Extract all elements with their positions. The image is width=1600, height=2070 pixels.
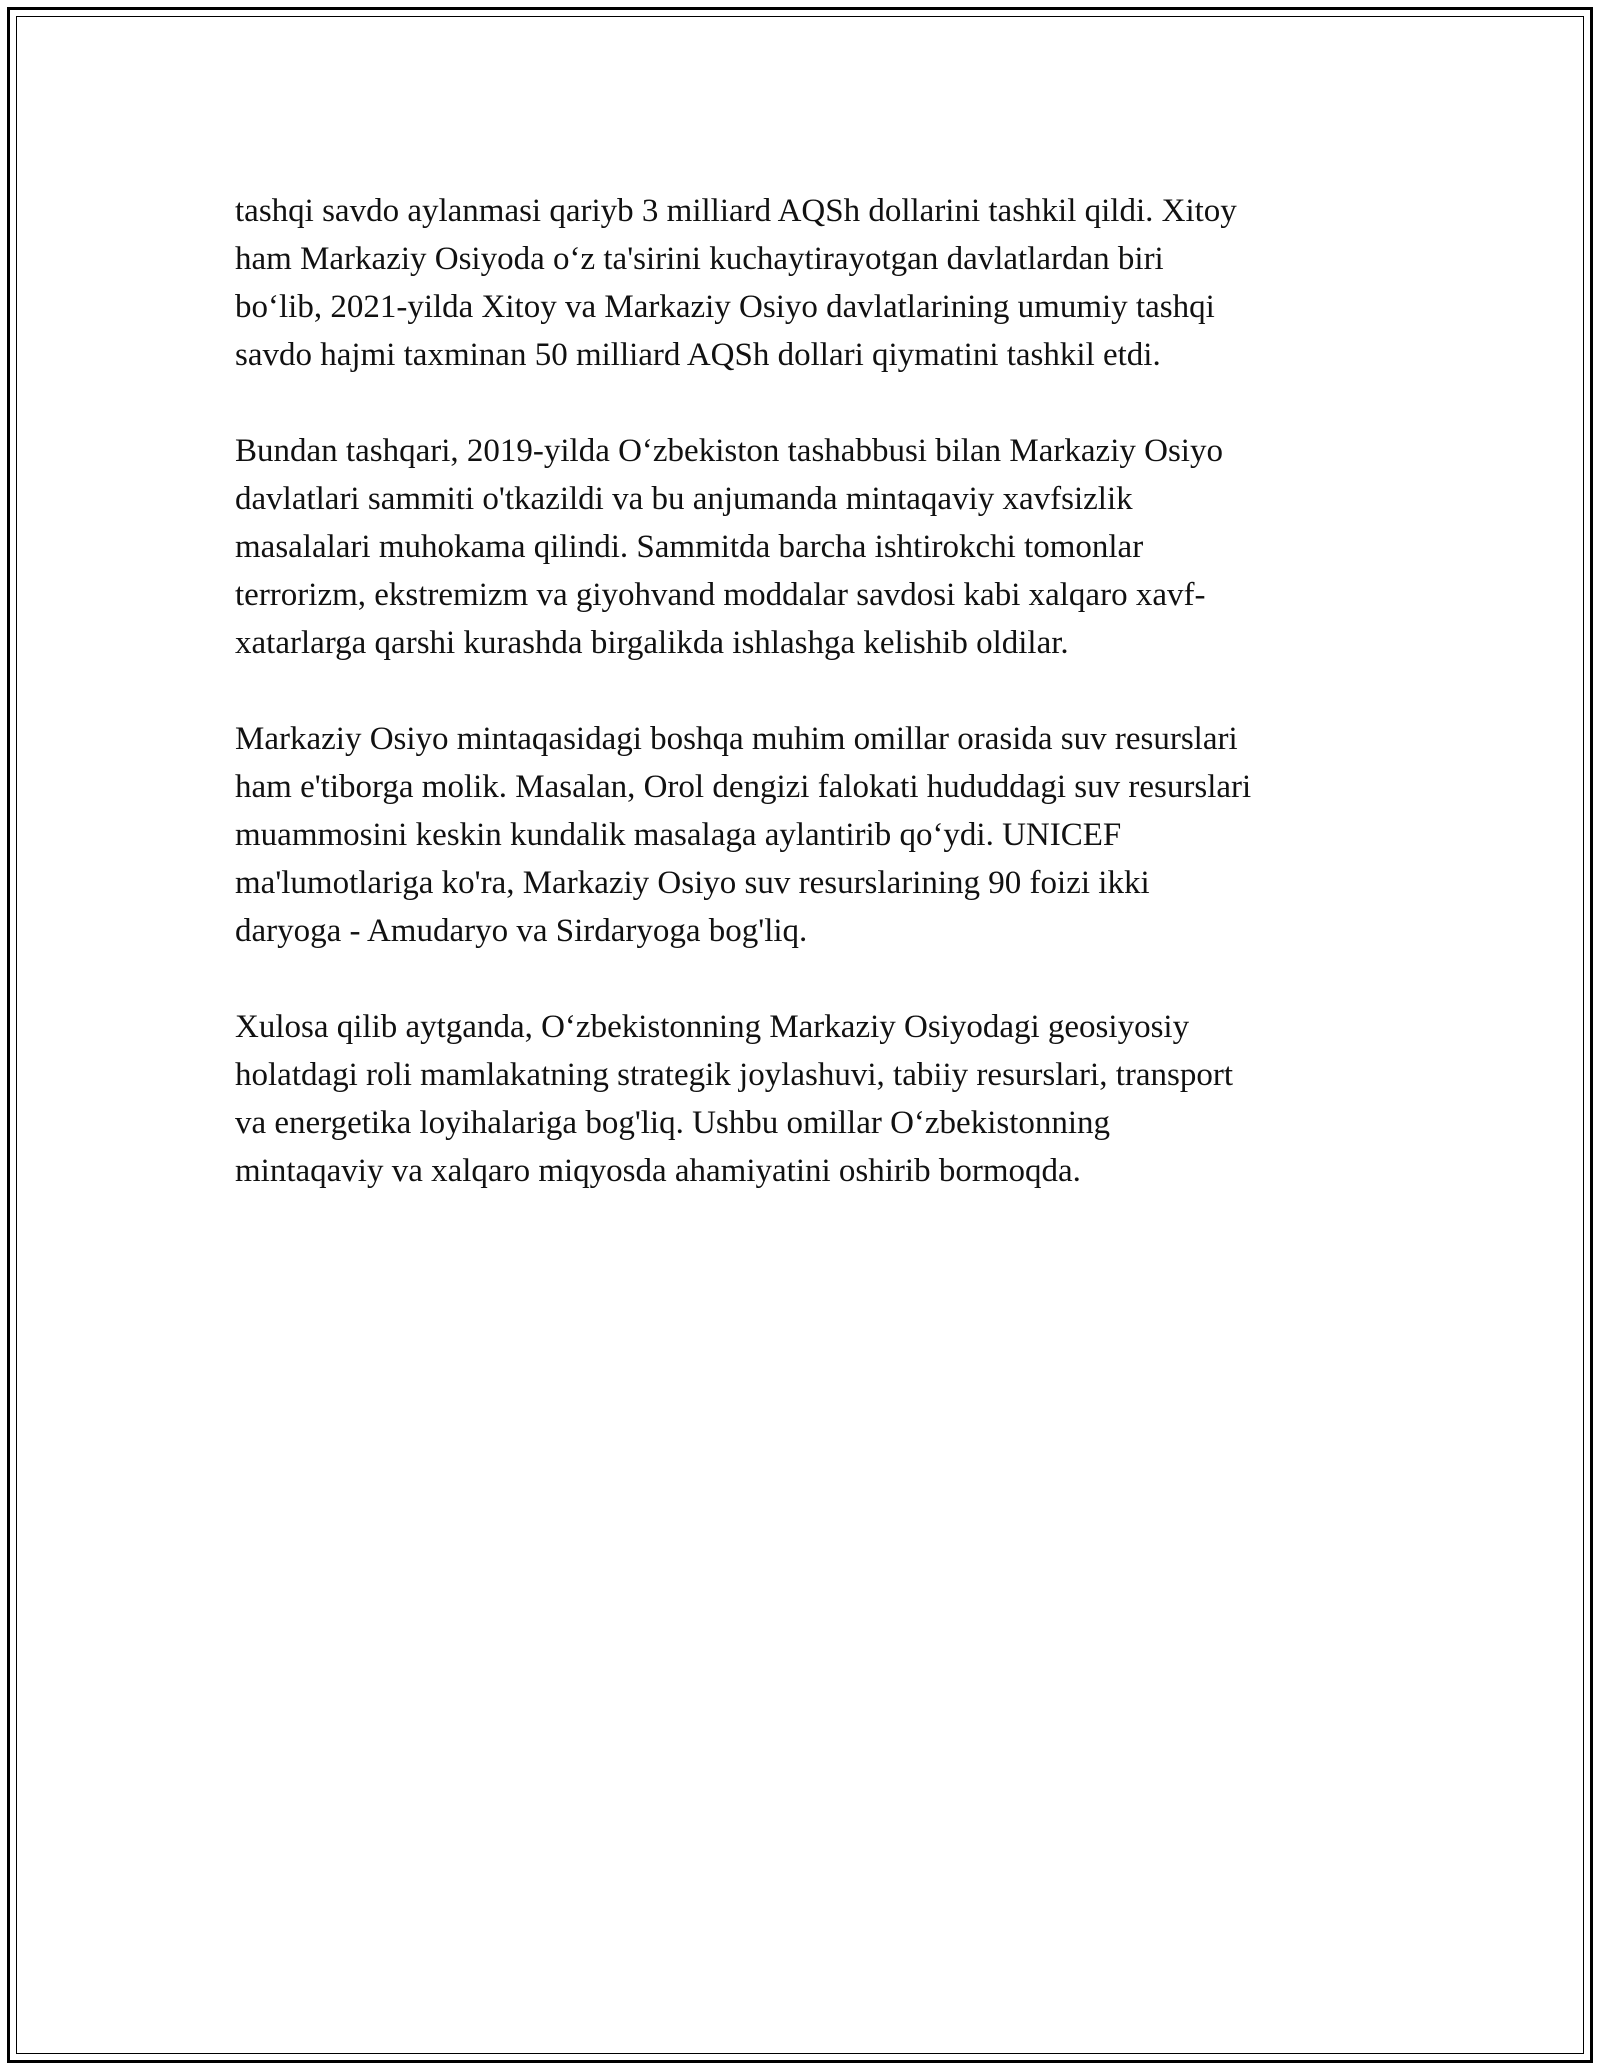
- text-line: muammosini keskin kundalik masalaga aylantirib qo‘ydi. UNICEF: [235, 817, 1122, 853]
- text-line: Xulosa qilib aytganda, O‘zbekistonning Markaziy Osiyodagi geosiyosiy: [235, 1009, 1190, 1045]
- text-line: ham e'tiborga molik. Masalan, Orol dengizi falokati hududdagi suv resurslari: [235, 769, 1252, 805]
- text-line: ma'lumotlariga ko'ra, Markaziy Osiyo suv resurslarining 90 foizi ikki: [235, 865, 1150, 901]
- text-line: Markaziy Osiyo mintaqasidagi boshqa muhim omillar orasida suv resurslari: [235, 721, 1238, 757]
- text-line: savdo hajmi taxminan 50 milliard AQSh dollari qiymatini tashkil etdi.: [235, 337, 1161, 373]
- document-body: [235, 187, 1375, 1243]
- text-line: va energetika loyihalariga bog'liq. Ushbu omillar O‘zbekistonning: [235, 1105, 1111, 1141]
- text-line: tashqi savdo aylanmasi qariyb 3 milliard AQSh dollarini tashkil qildi. Xitoy: [235, 193, 1237, 229]
- text-line: Bundan tashqari, 2019-yilda O‘zbekiston tashabbusi bilan Markaziy Osiyo: [235, 433, 1223, 469]
- paragraph-3: [235, 715, 1375, 955]
- text-line: daryoga - Amudaryo va Sirdaryoga bog'liq.: [235, 913, 808, 949]
- text-line: holatdagi roli mamlakatning strategik joylashuvi, tabiiy resurslari, transport: [235, 1057, 1234, 1093]
- paragraph-4: [235, 1003, 1375, 1195]
- text-line: davlatlari sammiti o'tkazildi va bu anjumanda mintaqaviy xavfsizlik: [235, 481, 1133, 517]
- text-line: xatarlarga qarshi kurashda birgalikda ishlashga kelishib oldilar.: [235, 625, 1069, 661]
- text-line: mintaqaviy va xalqaro miqyosda ahamiyatini oshirib bormoqda.: [235, 1153, 1081, 1189]
- text-line: terrorizm, ekstremizm va giyohvand moddalar savdosi kabi xalqaro xavf-: [235, 577, 1206, 613]
- paragraph-1: [235, 187, 1375, 379]
- text-line: bo‘lib, 2021-yilda Xitoy va Markaziy Osiyo davlatlarining umumiy tashqi: [235, 289, 1215, 325]
- paragraph-2: [235, 427, 1375, 667]
- text-line: masalalari muhokama qilindi. Sammitda barcha ishtirokchi tomonlar: [235, 529, 1144, 565]
- text-line: ham Markaziy Osiyoda o‘z ta'sirini kuchaytirayotgan davlatlardan biri: [235, 241, 1164, 277]
